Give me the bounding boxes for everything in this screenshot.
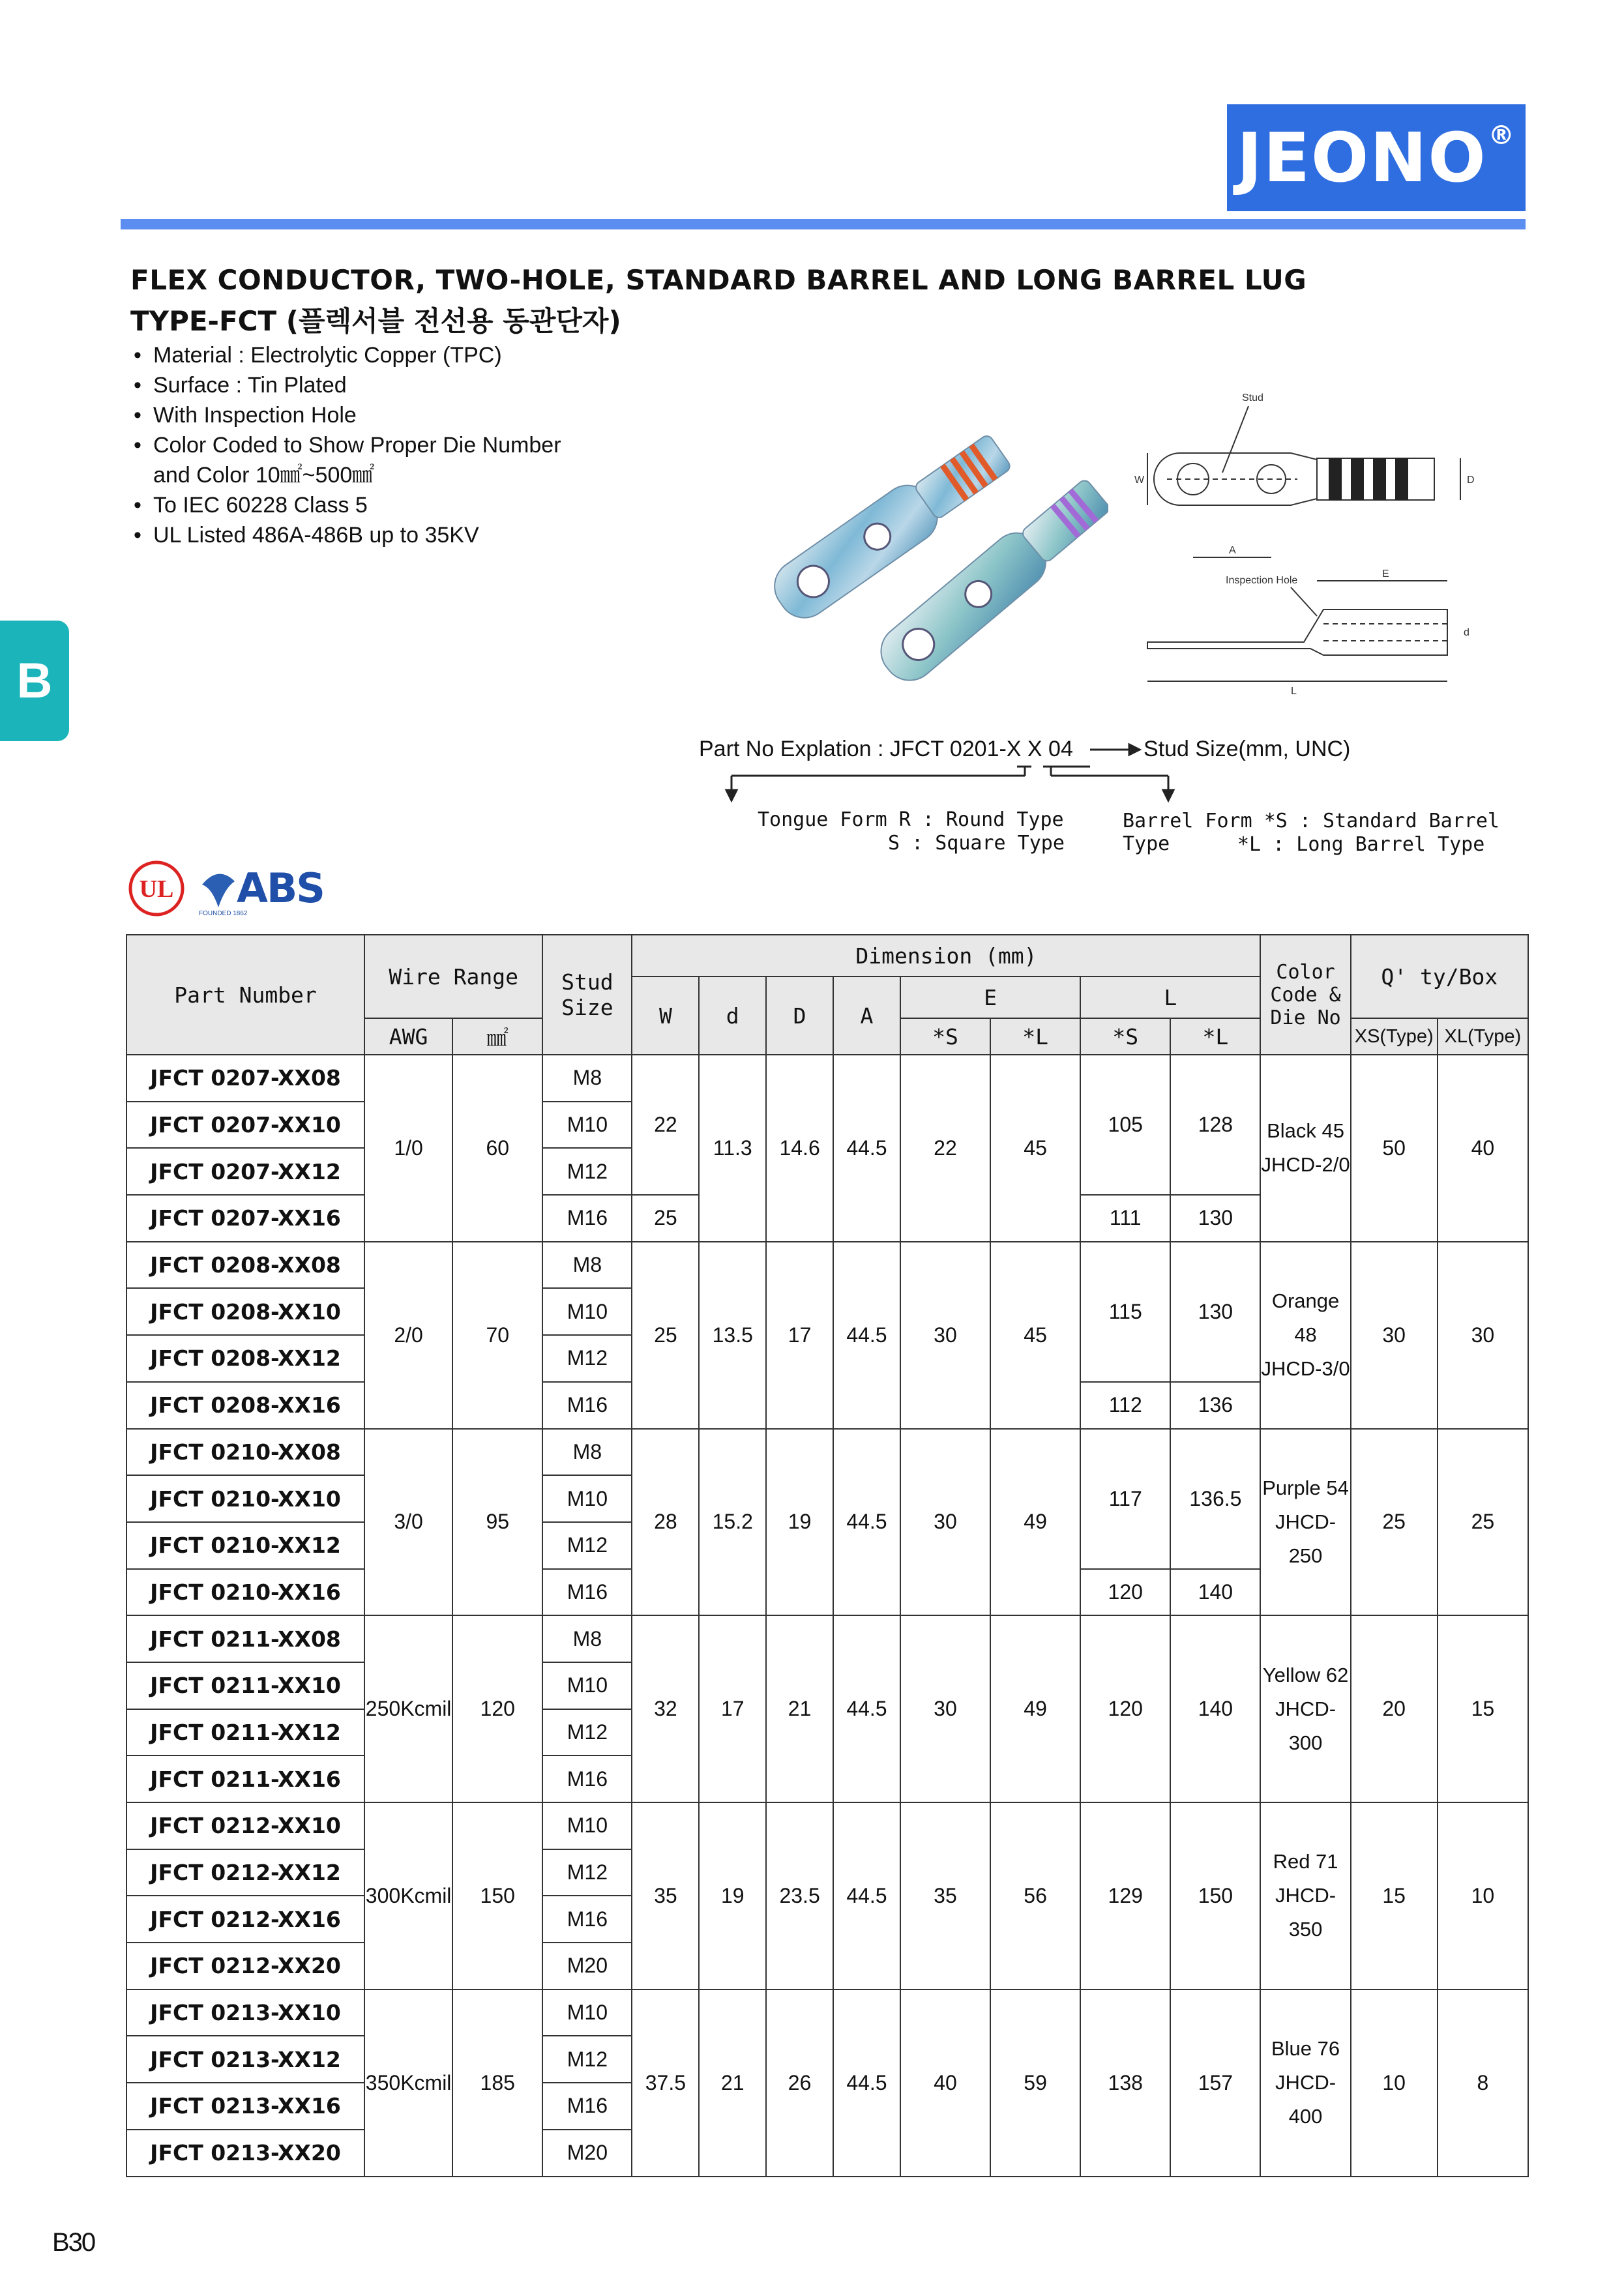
mm2-cell: 70	[452, 1242, 542, 1429]
qty-xl-cell: 40	[1438, 1055, 1528, 1242]
th-wire-range: Wire Range	[364, 935, 542, 1018]
d-small-cell: 13.5	[699, 1242, 766, 1429]
part-number-cell: JFCT 0211-XX08	[126, 1615, 364, 1662]
part-number-cell: JFCT 0213-XX12	[126, 2036, 364, 2083]
mm2-cell: 60	[452, 1055, 542, 1242]
l-l-cell: 136.5	[1170, 1429, 1260, 1569]
stud-size-label: Stud Size(mm, UNC)	[1144, 737, 1351, 761]
section-tab[interactable]: B	[0, 621, 69, 741]
l-l-cell: 136	[1170, 1382, 1260, 1429]
stud-label: Stud	[1242, 392, 1263, 404]
th-e-l: *L	[990, 1018, 1080, 1055]
abs-logo: ABS	[237, 864, 324, 912]
d-small-cell: 21	[699, 1989, 766, 2177]
th-dimension: Dimension (mm)	[632, 935, 1260, 976]
qty-xl-cell: 25	[1438, 1429, 1528, 1616]
part-number-cell: JFCT 0210-XX12	[126, 1522, 364, 1569]
part-number-cell: JFCT 0207-XX08	[126, 1055, 364, 1102]
th-e-s: *S	[900, 1018, 990, 1055]
w-cell: 25	[632, 1195, 699, 1242]
e-l-cell: 45	[990, 1055, 1080, 1242]
th-color-code: Color Code & Die No	[1260, 935, 1350, 1055]
part-number-cell: JFCT 0212-XX16	[126, 1896, 364, 1943]
l-s-cell: 129	[1080, 1802, 1170, 1989]
awg-cell: 2/0	[364, 1242, 452, 1429]
spec-table	[126, 934, 1529, 2177]
awg-cell: 300Kcmil	[364, 1802, 452, 1989]
part-number-cell: JFCT 0207-XX12	[126, 1148, 364, 1195]
stud-cell: M16	[542, 1195, 632, 1242]
l-l-cell: 140	[1170, 1615, 1260, 1802]
e-l-cell: 59	[990, 1989, 1080, 2177]
stud-cell: M16	[542, 1755, 632, 1802]
awg-cell: 250Kcmil	[364, 1615, 452, 1802]
stud-cell: M10	[542, 1288, 632, 1335]
e-s-cell: 30	[900, 1615, 990, 1802]
feature-item: • With Inspection Hole	[134, 403, 357, 428]
stud-cell: M20	[542, 1943, 632, 1989]
table-row	[126, 1242, 1528, 1289]
stud-cell: M10	[542, 1802, 632, 1849]
table-row	[126, 1429, 1528, 1476]
d-large-cell: 14.6	[766, 1055, 833, 1242]
part-number-cell: JFCT 0207-XX10	[126, 1102, 364, 1149]
a-label: A	[1229, 545, 1236, 556]
stud-cell: M12	[542, 1335, 632, 1382]
mm2-cell: 120	[452, 1615, 542, 1802]
w-cell: 35	[632, 1802, 699, 1989]
l-s-cell: 138	[1080, 1989, 1170, 2177]
feature-item: • To IEC 60228 Class 5	[134, 493, 368, 518]
th-xs-type: XS(Type)	[1351, 1018, 1438, 1055]
d-large-cell: 26	[766, 1989, 833, 2177]
part-number-cell: JFCT 0211-XX16	[126, 1755, 364, 1802]
table-row	[126, 1802, 1528, 1849]
dimension-drawing	[1121, 388, 1499, 701]
qty-xs-cell: 50	[1351, 1055, 1438, 1242]
stud-cell: M10	[542, 1989, 632, 2036]
qty-xs-cell: 20	[1351, 1615, 1438, 1802]
part-number-cell: JFCT 0210-XX08	[126, 1429, 364, 1476]
stud-cell: M12	[542, 1849, 632, 1896]
a-cell: 44.5	[833, 1615, 900, 1802]
qty-xl-cell: 30	[1438, 1242, 1528, 1429]
part-number-cell: JFCT 0213-XX10	[126, 1989, 364, 2036]
l-l-cell: 130	[1170, 1195, 1260, 1242]
feature-item: • Surface : Tin Plated	[134, 373, 347, 398]
qty-xl-cell: 8	[1438, 1989, 1528, 2177]
part-number-cell: JFCT 0207-XX16	[126, 1195, 364, 1242]
d-small-cell: 11.3	[699, 1055, 766, 1242]
th-l: L	[1080, 976, 1260, 1018]
e-s-cell: 30	[900, 1242, 990, 1429]
awg-cell: 1/0	[364, 1055, 452, 1242]
w-cell: 22	[632, 1055, 699, 1195]
part-number-cell: JFCT 0211-XX10	[126, 1662, 364, 1709]
qty-xs-cell: 25	[1351, 1429, 1438, 1616]
l-s-cell: 117	[1080, 1429, 1170, 1569]
stud-cell: M8	[542, 1055, 632, 1102]
abs-founded: FOUNDED 1862	[199, 910, 248, 917]
l-s-cell: 120	[1080, 1569, 1170, 1616]
d-large-cell: 19	[766, 1429, 833, 1616]
mm2-cell: 95	[452, 1429, 542, 1616]
stud-cell: M10	[542, 1102, 632, 1149]
th-part-number: Part Number	[126, 935, 364, 1055]
l-s-cell: 111	[1080, 1195, 1170, 1242]
e-s-cell: 35	[900, 1802, 990, 1989]
logo-text: JEONO	[1237, 118, 1487, 198]
part-number-cell: JFCT 0212-XX10	[126, 1802, 364, 1849]
d-upper-label: D	[1467, 475, 1475, 486]
product-photo	[743, 368, 1108, 694]
page-number: B30	[52, 2228, 95, 2257]
a-cell: 44.5	[833, 1429, 900, 1616]
feature-item: • UL Listed 486A-486B up to 35KV	[134, 523, 479, 548]
d-large-cell: 23.5	[766, 1802, 833, 1989]
part-number-explanation	[699, 737, 1533, 867]
qty-xs-cell: 10	[1351, 1989, 1438, 2177]
a-cell: 44.5	[833, 1242, 900, 1429]
page-subtitle: TYPE-FCT (플렉서블 전선용 동관단자)	[130, 305, 621, 337]
tongue-form-line1: Tongue Form R : Round Type	[758, 808, 1064, 831]
part-number-cell: JFCT 0208-XX08	[126, 1242, 364, 1289]
th-w: W	[632, 976, 699, 1055]
th-d-small: d	[699, 976, 766, 1055]
w-cell: 25	[632, 1242, 699, 1429]
certification-logos	[127, 859, 355, 918]
jeono-logo	[1227, 104, 1526, 211]
barrel-form-line2: *L : Long Barrel Type	[1237, 833, 1485, 856]
th-l-s: *S	[1080, 1018, 1170, 1055]
abs-eagle-icon	[199, 862, 238, 914]
inspection-hole-label: Inspection Hole	[1226, 575, 1298, 586]
part-number-cell: JFCT 0213-XX16	[126, 2083, 364, 2130]
part-number-cell: JFCT 0213-XX20	[126, 2130, 364, 2177]
th-awg: AWG	[364, 1018, 452, 1055]
part-number-cell: JFCT 0210-XX16	[126, 1569, 364, 1616]
stud-cell: M12	[542, 1709, 632, 1756]
w-cell: 28	[632, 1429, 699, 1616]
feature-item: • Color Coded to Show Proper Die Number	[134, 433, 561, 458]
a-cell: 44.5	[833, 1989, 900, 2177]
table-row	[126, 1989, 1528, 2036]
l-s-cell: 105	[1080, 1055, 1170, 1195]
page-title: FLEX CONDUCTOR, TWO-HOLE, STANDARD BARREL AND LONG BARREL LUG	[130, 264, 1307, 296]
part-number-cell: JFCT 0208-XX10	[126, 1288, 364, 1335]
l-l-cell: 128	[1170, 1055, 1260, 1195]
color-code-cell: Purple 54 JHCD-250	[1260, 1429, 1350, 1616]
d-small-cell: 19	[699, 1802, 766, 1989]
d-small-cell: 17	[699, 1615, 766, 1802]
th-stud-size: Stud Size	[542, 935, 632, 1055]
part-number-cell: JFCT 0210-XX10	[126, 1475, 364, 1522]
th-a: A	[833, 976, 900, 1055]
w-cell: 37.5	[632, 1989, 699, 2177]
e-l-cell: 56	[990, 1802, 1080, 1989]
part-number-cell: JFCT 0211-XX12	[126, 1709, 364, 1756]
l-l-cell: 140	[1170, 1569, 1260, 1616]
part-number-cell: JFCT 0212-XX20	[126, 1943, 364, 1989]
qty-xs-cell: 30	[1351, 1242, 1438, 1429]
ul-logo	[127, 859, 186, 918]
table-row	[126, 1615, 1528, 1662]
th-mm2: ㎟	[452, 1018, 542, 1055]
part-number-cell: JFCT 0208-XX16	[126, 1382, 364, 1429]
d-small-cell: 15.2	[699, 1429, 766, 1616]
color-code-cell: Yellow 62 JHCD-300	[1260, 1615, 1350, 1802]
w-label: W	[1134, 475, 1145, 486]
stud-cell: M20	[542, 2130, 632, 2177]
stud-cell: M8	[542, 1429, 632, 1476]
stud-cell: M10	[542, 1662, 632, 1709]
tongue-form-line2: S : Square Type	[888, 832, 1065, 855]
e-l-cell: 49	[990, 1429, 1080, 1616]
feature-list	[134, 340, 561, 550]
stud-cell: M16	[542, 1569, 632, 1616]
mm2-cell: 185	[452, 1989, 542, 2177]
color-code-cell: Black 45 JHCD-2/0	[1260, 1055, 1350, 1242]
d-large-cell: 21	[766, 1615, 833, 1802]
stud-cell: M16	[542, 1382, 632, 1429]
part-number-cell: JFCT 0212-XX12	[126, 1849, 364, 1896]
stud-cell: M16	[542, 2083, 632, 2130]
l-s-cell: 120	[1080, 1615, 1170, 1802]
l-s-cell: 115	[1080, 1242, 1170, 1382]
th-e: E	[900, 976, 1080, 1018]
qty-xl-cell: 15	[1438, 1615, 1528, 1802]
e-s-cell: 40	[900, 1989, 990, 2177]
th-d-large: D	[766, 976, 833, 1055]
a-cell: 44.5	[833, 1802, 900, 1989]
e-s-cell: 30	[900, 1429, 990, 1616]
w-cell: 32	[632, 1615, 699, 1802]
l-s-cell: 112	[1080, 1382, 1170, 1429]
stud-cell: M12	[542, 1148, 632, 1195]
color-code-cell: Blue 76 JHCD-400	[1260, 1989, 1350, 2177]
e-l-cell: 49	[990, 1615, 1080, 1802]
stud-cell: M16	[542, 1896, 632, 1943]
awg-cell: 350Kcmil	[364, 1989, 452, 2177]
th-qty-box: Q' ty/Box	[1351, 935, 1528, 1018]
barrel-form-line1: Barrel Form *S : Standard Barrel Type	[1123, 810, 1499, 855]
stud-cell: M8	[542, 1242, 632, 1289]
color-code-cell: Orange 48 JHCD-3/0	[1260, 1242, 1350, 1429]
stud-cell: M12	[542, 1522, 632, 1569]
awg-cell: 3/0	[364, 1429, 452, 1616]
a-cell: 44.5	[833, 1055, 900, 1242]
feature-item: • Material : Electrolytic Copper (TPC)	[134, 343, 502, 368]
svg-text:UL: UL	[139, 875, 174, 903]
table-row	[126, 1055, 1528, 1102]
part-number-cell: JFCT 0208-XX12	[126, 1335, 364, 1382]
e-l-cell: 45	[990, 1242, 1080, 1429]
l-label: L	[1291, 686, 1297, 697]
d-lower-label: d	[1464, 627, 1469, 638]
e-s-cell: 22	[900, 1055, 990, 1242]
feature-item: and Color 10㎟~500㎟	[153, 463, 375, 488]
header-rule	[121, 219, 1526, 229]
qty-xl-cell: 10	[1438, 1802, 1528, 1989]
stud-cell: M10	[542, 1475, 632, 1522]
l-l-cell: 150	[1170, 1802, 1260, 1989]
l-l-cell: 130	[1170, 1242, 1260, 1382]
mm2-cell: 150	[452, 1802, 542, 1989]
th-xl-type: XL(Type)	[1438, 1018, 1528, 1055]
l-l-cell: 157	[1170, 1989, 1260, 2177]
stud-cell: M12	[542, 2036, 632, 2083]
qty-xs-cell: 15	[1351, 1802, 1438, 1989]
d-large-cell: 17	[766, 1242, 833, 1429]
th-l-l: *L	[1170, 1018, 1260, 1055]
color-code-cell: Red 71 JHCD-350	[1260, 1802, 1350, 1989]
e-label: E	[1382, 568, 1389, 580]
registered-mark: ®	[1488, 121, 1516, 151]
stud-cell: M8	[542, 1615, 632, 1662]
part-explain-label: Part No Explation : JFCT 0201-X X 04	[699, 737, 1073, 761]
